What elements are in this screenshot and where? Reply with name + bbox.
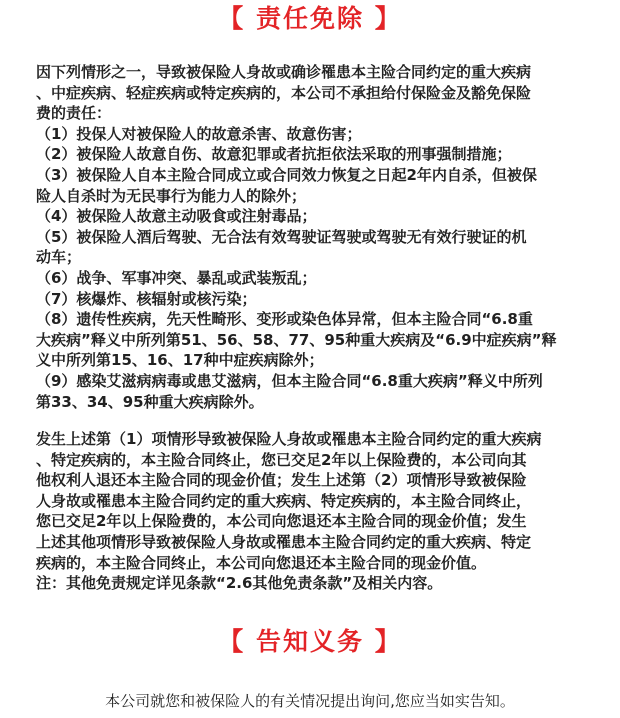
text-line: 上述其他项情形导致被保险人身故或罹患本主险合同约定的重大疾病、特定 xyxy=(36,532,532,551)
note-line: 注：其他免责规定详见条款“2.6其他免责条款”及相关内容。 xyxy=(36,574,443,593)
text-line: （4）被保险人故意主动吸食或注射毒品； xyxy=(36,207,317,226)
text-line: （7）核爆炸、核辐射或核污染； xyxy=(36,289,257,308)
text-line: （9）感染艾滋病病毒或患艾滋病，但本主险合同“6.8重大疾病”释义中所列 xyxy=(36,371,543,390)
section-title-liability-exclusion: 【 责任免除 】 xyxy=(218,4,402,33)
exclusion-clauses xyxy=(36,62,592,412)
text-line: 您已交足2年以上保险费的，本公司向您退还本主险合同的现金价值；发生 xyxy=(36,512,527,531)
text-line: 费的责任： xyxy=(36,104,112,123)
text-line: 动车； xyxy=(36,248,82,267)
section-title-disclosure-duty: 【 告知义务 】 xyxy=(218,627,402,656)
text-line: 第33、34、95种重大疾病除外。 xyxy=(36,392,264,411)
text-line: 他权利人退还本主险合同的现金价值；发生上述第（2）项情形导致被保险 xyxy=(36,471,527,490)
text-line: 发生上述第（1）项情形导致被保险人身故或罹患本主险合同约定的重大疾病 xyxy=(36,430,542,448)
text-line: 、中症疾病、轻症疾病或特定疾病的，本公司不承担给付保险金及豁免保险 xyxy=(36,83,532,102)
text-line: 疾病的，本主险合同终止，本公司向您退还本主险合同的现金价值。 xyxy=(36,553,487,572)
text-line: 大疾病”释义中所列第51、56、58、77、95种重大疾病及“6.9中症疾病”释 xyxy=(36,330,557,349)
text-line: （2）被保险人故意自伤、故意犯罪或者抗拒依法采取的刑事强制措施； xyxy=(36,145,512,164)
text-line: 因下列情形之一，导致被保险人身故或确诊罹患本主险合同约定的重大疾病 xyxy=(36,63,532,81)
text-line: 义中所列第15、16、17种中症疾病除外； xyxy=(36,351,324,370)
disclosure-notice: 本公司就您和被保险人的有关情况提出询问,您应当如实告知。 xyxy=(105,692,515,710)
text-line: （6）战争、军事冲突、暴乱或武装叛乱； xyxy=(36,268,317,287)
text-line: 人身故或罹患本主险合同约定的重大疾病、特定疾病的，本主险合同终止， xyxy=(36,491,532,510)
text-line: （3）被保险人自本主险合同成立或合同效力恢复之日起2年内自杀，但被保 xyxy=(36,165,537,184)
text-line: （5）被保险人酒后驾驶、无合法有效驾驶证驾驶或驾驶无有效行驶证的机 xyxy=(36,227,527,246)
text-line: 、特定疾病的，本主险合同终止，您已交足2年以上保险费的，本公司向其 xyxy=(36,450,527,469)
text-line: （1）投保人对被保险人的故意杀害、故意伤害； xyxy=(36,124,362,143)
text-line: 险人自杀时为无民事行为能力人的除外； xyxy=(36,186,307,205)
text-line: （8）遗传性疾病，先天性畸形、变形或染色体异常，但本主险合同“6.8重 xyxy=(36,310,533,329)
exclusion-consequence xyxy=(36,429,592,594)
